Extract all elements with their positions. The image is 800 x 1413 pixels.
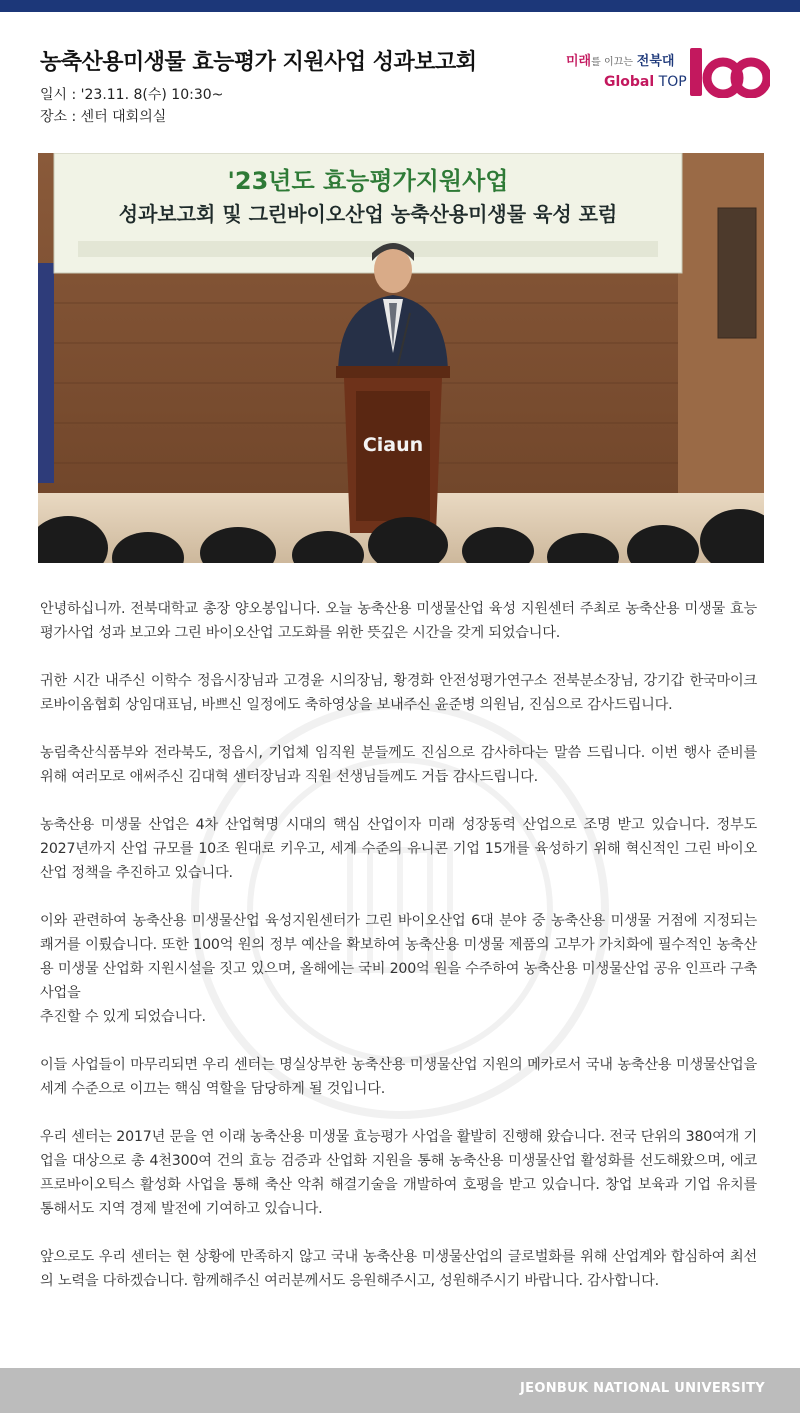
- article-paragraph: 귀한 시간 내주신 이학수 정읍시장님과 고경윤 시의장님, 황경화 안전성평가연구소 전북분소장님, 강기갑 한국마이크로바이옴협회 상임대표님, 바쁘신 일정에도 축하영상을 보내주신 윤준병 의원님, 진심으로 감사드립니다.: [40, 673, 757, 713]
- article-paragraph: 이들 사업들이 마무리되면 우리 센터는 명실상부한 농축산용 미생물산업 지원의 메카로서 국내 농축산용 미생물산업을 세계 수준으로 이끄는 핵심 역할을 담당하게 될 것입니다.: [40, 1057, 757, 1097]
- logo-100-mark: [688, 46, 770, 98]
- article-paragraph: 농축산용 미생물 산업은 4차 산업혁명 시대의 핵심 산업이자 미래 성장동력 산업으로 조명 받고 있습니다. 정부도 2027년까지 산업 규모를 10조 원대로 키우고, 세계 수준의 유니콘 기업 15개를 육성하기 위해 혁신적인 그린 바이오산업 정책을 추진하고 있습니다.: [40, 817, 757, 881]
- article-paragraph: 앞으로도 우리 센터는 현 상황에 만족하지 않고 국내 농축산용 미생물산업의 글로벌화를 위해 산업계와 합심하여 최선의 노력을 다하겠습니다. 함께해주신 여러분께서도 응원해주시고, 성원해주시기 바랍니다. 감사합니다.: [40, 1249, 757, 1289]
- footer-university-name: JEONBUK NATIONAL UNIVERSITY: [520, 1381, 765, 1396]
- article-body: [40, 597, 757, 1317]
- podium-logo: Ciaun: [362, 434, 424, 456]
- banner-line2: 성과보고회 및 그린바이오산업 농축산용미생물 육성 포럼: [118, 202, 618, 226]
- article-paragraph: 안녕하십니까. 전북대학교 총장 양오봉입니다. 오늘 농축산용 미생물산업 육성 지원센터 주최로 농축산용 미생물 효능평가사업 성과 보고와 그린 바이오산업 고도화를 위한 뜻깊은 시간을 갖게 되었습니다.: [40, 601, 757, 641]
- logo-global-top: Global TOP: [604, 74, 687, 90]
- article-paragraph: 우리 센터는 2017년 문을 연 이래 농축산용 미생물 효능평가 사업을 활발히 진행해 왔습니다. 전국 단위의 380여개 기업을 대상으로 총 4천300여 건의 효능 검증과 산업화 지원을 통해 농축산용 미생물산업 활성화를 선도해왔으며, 에코 프로바이오틱스 활성화 사업을 통해 축산 악취 해결기술을 개발하여 호평을 받고 있습니다. 창업 보육과 기업 유치를 통해서도 지역 경제 발전에 기여하고 있습니다.: [40, 1129, 757, 1217]
- logo-slogan: 미래를 이끄는 전북대: [566, 54, 675, 69]
- footer-bar: [0, 1368, 800, 1413]
- banner-line1: '23년도 효능평가지원사업: [227, 167, 509, 195]
- event-photo: [38, 153, 764, 563]
- top-accent-bar: [0, 0, 800, 12]
- event-date: 일시 : '23.11. 8(수) 10:30~: [40, 87, 224, 103]
- article-paragraph: 농림축산식품부와 전라북도, 정읍시, 기업체 임직원 분들께도 진심으로 감사하다는 말씀 드립니다. 이번 행사 준비를 위해 여러모로 애써주신 김대혁 센터장님과 직원 선생님들께도 거듭 감사드립니다.: [40, 745, 757, 785]
- event-place: 장소 : 센터 대회의실: [40, 109, 167, 125]
- page-title: 농축산용미생물 효능평가 지원사업 성과보고회: [40, 50, 477, 75]
- article-paragraph: 이와 관련하여 농축산용 미생물산업 육성지원센터가 그린 바이오산업 6대 분야 중 농축산용 미생물 거점에 지정되는 쾌거를 이뤘습니다. 또한 100억 원의 정부 예산을 확보하여 농축산용 미생물 제품의 고부가 가치화에 필수적인 농축산용 미생물 산업화 지원시설을 짓고 있으며, 올해에는 국비 200억 원을 수주하여 농축산용 미생물산업 공유 인프라 구축 사업을 추진할 수 있게 되었습니다.: [40, 913, 757, 1025]
- university-logo: [566, 46, 771, 98]
